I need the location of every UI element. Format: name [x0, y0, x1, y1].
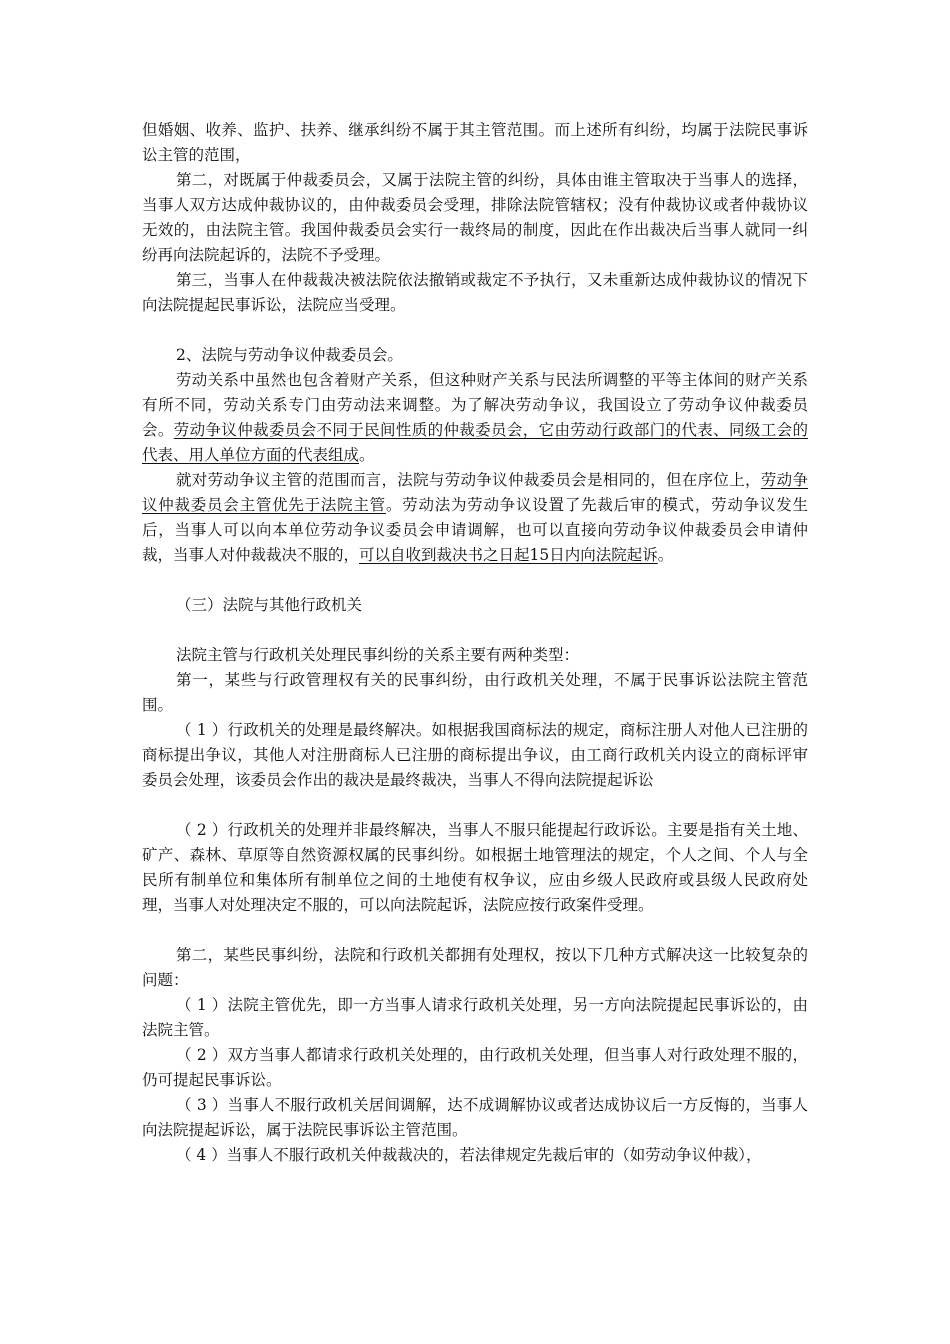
paragraph: [142, 368, 808, 468]
section-heading: （三）法院与其他行政机关: [176, 596, 363, 614]
text-run: 。劳动法为劳动争议设置了先裁后审的模式，劳动争议发生后，当事人可以向本单位劳动争议委员会申请调解，也可以直接向劳动争议仲裁委员会申请仲裁，当事人对仲裁裁决不服的，: [142, 496, 808, 564]
underlined-text: 劳动争议仲裁委员会主管优先于法院主管: [142, 471, 808, 514]
text-run: 。: [657, 546, 674, 564]
spacer: [142, 918, 808, 943]
paragraph: 但婚姻、收养、监护、扶养、继承纠纷不属于其主管范围。而上述所有纠纷，均属于法院民事诉讼主管的范围，: [142, 121, 808, 164]
paragraph: 法院主管与行政机关处理民事纠纷的关系主要有两种类型：: [176, 646, 580, 664]
paragraph: 第二，某些民事纠纷，法院和行政机关都拥有处理权，按以下几种方式解决这一比较复杂的问题：: [142, 946, 808, 989]
paragraph: （ 1 ）法院主管优先，即一方当事人请求行政机关处理，另一方向法院提起民事诉讼的，由法院主管。: [142, 996, 808, 1039]
section-heading: 2、法院与劳动争议仲裁委员会。: [176, 346, 403, 364]
document-body: [142, 118, 808, 1168]
spacer: [142, 568, 808, 593]
text-run: 劳动关系中虽然也包含着财产关系，但这种财产关系与民法所调整的平等主体间的财产关系有所不同，劳动关系专门由劳动法来调整。为了解决劳动争议，我国设立了劳动争议仲裁委员会。: [142, 371, 808, 439]
paragraph: （ 3 ）当事人不服行政机关居间调解，达不成调解协议或者达成协议后一方反悔的，当事人向法院提起诉讼，属于法院民事诉讼主管范围。: [142, 1096, 808, 1139]
text-run: 。: [359, 446, 375, 464]
paragraph: （ 2 ）行政机关的处理并非最终解决，当事人不服只能提起行政诉讼。主要是指有关土地、矿产、森林、草原等自然资源权属的民事纠纷。如根据土地管理法的规定，个人之间、个人与全民所有制单位和集体所有制单位之间的土地使有权争议，应由乡级人民政府或县级人民政府处理，当事人对处理决定不服的，可以向法院起诉，法院应按行政案件受理。: [142, 821, 808, 914]
underlined-text: 可以自收到裁决书之日起15日内向法院起诉: [359, 546, 658, 564]
spacer: [142, 793, 808, 818]
paragraph: 第三，当事人在仲裁裁决被法院依法撤销或裁定不予执行，又未重新达成仲裁协议的情况下向法院提起民事诉讼，法院应当受理。: [142, 271, 808, 314]
paragraph: 第一，某些与行政管理权有关的民事纠纷，由行政机关处理，不属于民事诉讼法院主管范围。: [142, 671, 808, 714]
paragraph: （ 4 ）当事人不服行政机关仲裁裁决的，若法律规定先裁后审的（如劳动争议仲裁），: [176, 1146, 762, 1164]
paragraph: 第二，对既属于仲裁委员会，又属于法院主管的纠纷，具体由谁主管取决于当事人的选择，当事人双方达成仲裁协议的，由仲裁委员会受理，排除法院管辖权；没有仲裁协议或者仲裁协议无效的，由法院主管。我国仲裁委员会实行一裁终局的制度，因此在作出裁决后当事人就同一纠纷再向法院起诉的，法院不予受理。: [142, 171, 808, 264]
underlined-text: 劳动争议仲裁委员会不同于民间性质的仲裁委员会，它由劳动行政部门的代表、同级工会的代表、用人单位方面的代表组成: [142, 421, 808, 464]
spacer: [142, 618, 808, 643]
paragraph: （ 1 ）行政机关的处理是最终解决。如根据我国商标法的规定，商标注册人对他人已注册的商标提出争议，其他人对注册商标人已注册的商标提出争议，由工商行政机关内设立的商标评审委员会处理，该委员会作出的裁决是最终裁决，当事人不得向法院提起诉讼: [142, 721, 808, 789]
spacer: [142, 318, 808, 343]
paragraph: （ 2 ）双方当事人都请求行政机关处理的，由行政机关处理，但当事人对行政处理不服的，仍可提起民事诉讼。: [142, 1046, 808, 1089]
paragraph: [142, 468, 808, 568]
text-run: 就对劳动争议主管的范围而言，法院与劳动争议仲裁委员会是相同的，但在序位上，: [176, 471, 761, 489]
